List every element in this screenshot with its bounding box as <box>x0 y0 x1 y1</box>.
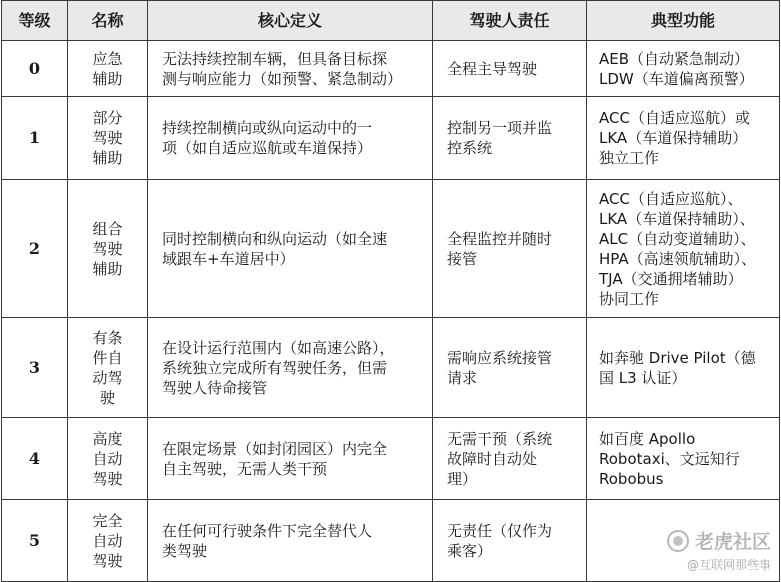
definition-cell <box>148 318 433 418</box>
responsibility-cell-line: 无需干预（系统 <box>447 429 553 448</box>
name-cell-line: 件自 <box>92 348 123 367</box>
name-cell <box>68 41 148 97</box>
name-cell-line: 应急 <box>92 49 123 68</box>
functions-cell-line: 如奔驰 Drive Pilot（德 <box>599 348 756 367</box>
name-cell <box>68 418 148 500</box>
definition-cell <box>148 97 433 180</box>
name-cell-line: 驶 <box>99 388 115 407</box>
functions-cell-line: 如百度 Apollo <box>599 429 696 448</box>
functions-cell-line: ALC（自动变道辅助）、 <box>599 229 756 248</box>
definition-cell <box>148 500 433 582</box>
header-level: 等级 <box>2 1 68 41</box>
name-cell-line: 驾驶 <box>92 129 123 147</box>
responsibility-cell <box>433 97 587 180</box>
header-responsibility: 驾驶人责任 <box>433 1 587 41</box>
functions-cell-line: 独立工作 <box>599 149 660 167</box>
functions-cell <box>587 41 780 97</box>
name-cell-line: 动驾 <box>92 368 123 387</box>
name-cell <box>68 500 148 582</box>
name-cell-line: 有条 <box>92 328 123 347</box>
table-row <box>2 41 780 97</box>
functions-cell-line: 协同工作 <box>599 289 660 308</box>
functions-cell <box>587 180 780 318</box>
name-cell-line: 自动 <box>92 449 123 468</box>
level-cell: 2 <box>2 180 68 318</box>
header-functions: 典型功能 <box>587 1 780 41</box>
watermark-account: @互联网那些事 <box>686 558 771 572</box>
watermark-brand-text: 老虎社区 <box>694 531 771 553</box>
name-cell <box>68 97 148 180</box>
functions-cell <box>587 97 780 180</box>
responsibility-cell-line: 请求 <box>447 368 478 387</box>
level-cell: 1 <box>2 97 68 180</box>
functions-cell-line: Robobus <box>599 469 664 488</box>
responsibility-cell <box>433 418 587 500</box>
name-cell-line: 辅助 <box>92 259 123 278</box>
header-name: 名称 <box>68 1 148 41</box>
header-definition: 核心定义 <box>148 1 433 41</box>
name-cell-line: 驾驶 <box>92 469 123 488</box>
functions-cell <box>587 318 780 418</box>
definition-cell-line: 在限定场景（如封闭园区）内完全 <box>162 439 388 458</box>
name-cell-line: 部分 <box>92 109 123 127</box>
definition-cell <box>148 41 433 97</box>
definition-cell-line: 域跟车+车道居中） <box>162 249 295 268</box>
table-row <box>2 318 780 418</box>
name-cell-line: 驾驶 <box>92 239 123 258</box>
functions-cell-line: LDW（车道偏离预警） <box>599 69 754 88</box>
functions-cell-line: Robotaxi、文远知行 <box>599 449 740 468</box>
table-header-row <box>2 1 780 41</box>
responsibility-cell-line: 控制另一项并监 <box>447 119 553 137</box>
definition-cell-line: 在任何可行驶条件下完全替代人 <box>162 521 373 540</box>
table-row <box>2 180 780 318</box>
level-cell: 3 <box>2 318 68 418</box>
definition-cell-line: 无法持续控制车辆，但具备目标探 <box>162 49 388 68</box>
definition-cell-line: 在设计运行范围内（如高速公路）， <box>162 338 395 357</box>
level-cell: 4 <box>2 418 68 500</box>
name-cell-line: 高度 <box>92 429 123 448</box>
responsibility-cell <box>433 41 587 97</box>
responsibility-cell <box>433 318 587 418</box>
responsibility-cell-line: 无责任（仅作为 <box>447 521 553 540</box>
functions-cell-line: ACC（自适应巡航）或 <box>599 109 750 127</box>
responsibility-cell <box>433 180 587 318</box>
definition-cell-line: 同时控制横向和纵向运动（如全速 <box>162 229 388 248</box>
responsibility-cell-line: 理） <box>447 469 478 488</box>
definition-cell <box>148 418 433 500</box>
name-cell-line: 辅助 <box>92 149 123 167</box>
table-row <box>2 97 780 180</box>
definition-cell-line: 驾驶人待命接管 <box>162 378 268 397</box>
name-cell <box>68 180 148 318</box>
community-logo-icon <box>667 530 689 552</box>
responsibility-cell-line: 乘客） <box>447 541 493 560</box>
definition-cell-line: 自主驾驶，无需人类干预 <box>162 459 328 478</box>
watermark-brand <box>667 527 771 554</box>
autonomy-levels-table <box>1 0 780 582</box>
name-cell-line: 自动 <box>92 531 123 550</box>
level-cell: 5 <box>2 500 68 582</box>
responsibility-cell-line: 接管 <box>447 249 478 268</box>
definition-cell <box>148 180 433 318</box>
table-row <box>2 418 780 500</box>
functions-cell-line: AEB（自动紧急制动） <box>599 49 750 68</box>
name-cell-line: 完全 <box>92 511 123 530</box>
responsibility-cell-line: 全程主导驾驶 <box>447 59 538 78</box>
responsibility-cell-line: 需响应系统接管 <box>447 348 553 367</box>
name-cell-line: 组合 <box>92 219 123 238</box>
functions-cell <box>587 418 780 500</box>
name-cell <box>68 318 148 418</box>
definition-cell-line: 系统独立完成所有驾驶任务，但需 <box>162 358 388 377</box>
functions-cell-line: LKA（车道保持辅助） <box>599 129 748 147</box>
name-cell-line: 驾驶 <box>92 551 123 570</box>
responsibility-cell-line: 全程监控并随时 <box>447 229 553 248</box>
functions-cell-line: 国 L3 认证） <box>599 368 687 387</box>
functions-cell-line: TJA（交通拥堵辅助） <box>599 269 743 288</box>
definition-cell-line: 项（如自适应巡航或车道保持） <box>162 139 373 157</box>
definition-cell-line: 持续控制横向或纵向运动中的一 <box>162 119 373 137</box>
functions-cell-line: LKA（车道保持辅助）、 <box>599 209 755 228</box>
definition-cell-line: 测与响应能力（如预警、紧急制动） <box>162 69 403 88</box>
name-cell-line: 辅助 <box>92 69 123 88</box>
functions-cell-line: HPA（高速领航辅助）、 <box>599 249 757 268</box>
responsibility-cell-line: 故障时自动处 <box>447 449 538 468</box>
table-row <box>2 500 780 582</box>
level-cell: 0 <box>2 41 68 97</box>
responsibility-cell-line: 控系统 <box>447 139 493 157</box>
responsibility-cell <box>433 500 587 582</box>
functions-cell-line: ACC（自适应巡航）、 <box>599 189 743 208</box>
watermark <box>667 527 771 573</box>
definition-cell-line: 类驾驶 <box>162 541 208 560</box>
